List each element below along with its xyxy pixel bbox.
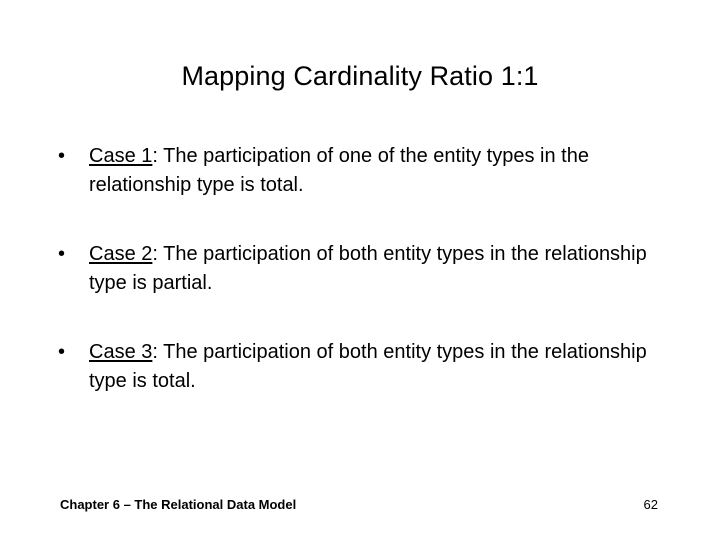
slide-title: Mapping Cardinality Ratio 1:1	[181, 61, 539, 91]
bullet-list	[58, 142, 678, 396]
footer-chapter: Chapter 6 – The Relational Data Model	[60, 497, 297, 512]
bullet-item-case-3	[58, 338, 659, 396]
bullet-text: : The participation of both entity types in the relationship type is partial.	[89, 243, 647, 294]
bullet-icon: •	[58, 341, 66, 363]
bullet-text: : The participation of both entity types in the relationship type is total.	[89, 341, 647, 392]
bullet-icon: •	[58, 243, 66, 265]
bullet-item-case-2	[58, 240, 659, 298]
case-label: Case 2	[89, 243, 153, 265]
bullet-item-case-1	[58, 142, 659, 200]
case-label: Case 1	[89, 145, 153, 167]
bullet-icon: •	[58, 145, 66, 167]
case-label: Case 3	[89, 341, 153, 363]
page-number: 62	[643, 497, 658, 512]
bullet-text: : The participation of one of the entity types in the relationship type is total.	[89, 145, 589, 196]
